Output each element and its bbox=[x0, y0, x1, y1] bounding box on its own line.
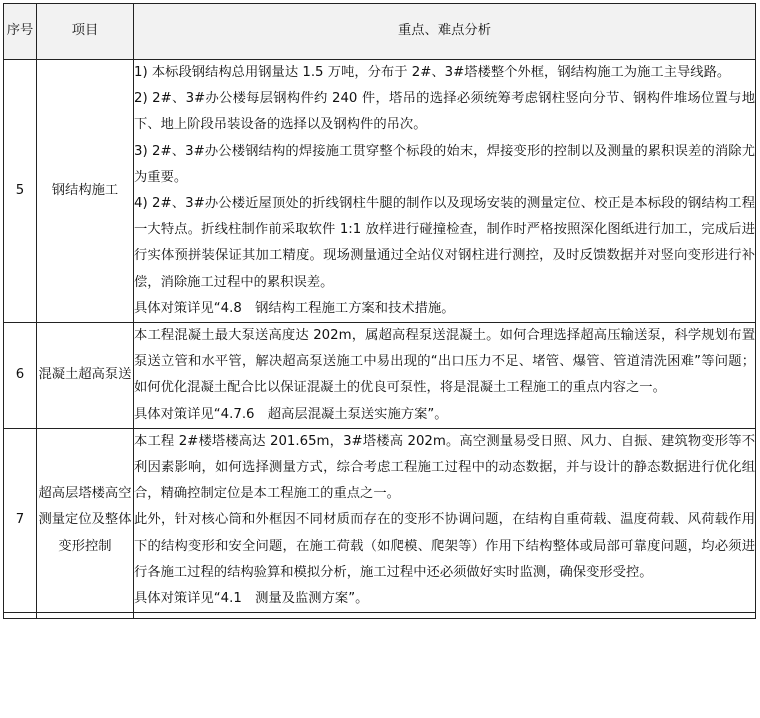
countermeasure-reference: 具体对策详见“4.8 钢结构工程施工方案和技术措施。 bbox=[134, 300, 455, 316]
table-row-7 bbox=[4, 428, 756, 612]
analysis-paragraph: 3) 2#、3#办公楼钢结构的焊接施工贯穿整个标段的始末，焊接变形的控制以及测量的累积误差的消除尤为重要。 bbox=[134, 143, 755, 185]
row-number: 6 bbox=[4, 323, 37, 429]
continuation-cell bbox=[134, 613, 756, 619]
analysis-paragraph: 此外，针对核心筒和外框因不同材质而存在的变形不协调问题，在结构自重荷载、温度荷载、风荷载作用下的结构变形和安全问题，在施工荷载（如爬模、爬架等）作用下结构整体或局部可靠度问题，均必须进行各施工过程的结构验算和模拟分析，施工过程中还必须做好实时监测，确保变形受控。 bbox=[134, 512, 755, 580]
countermeasure-reference: 具体对策详见“4.7.6 超高层混凝土泵送实施方案”。 bbox=[134, 406, 448, 422]
row-number: 7 bbox=[4, 428, 37, 612]
analysis-paragraph: 4) 2#、3#办公楼近屋顶处的折线钢柱牛腿的制作以及现场安装的测量定位、校正是本标段的钢结构工程一大特点。折线柱制作前采取软件 1:1 放样进行碰撞检查，制作时严格按照深化图纸进行加工，完成后进行实体预拼装保证其加工精度。现场测量通过全站仪对钢柱进行测控，及时反馈数据并对竖向变形进行补偿，消除施工过程中的累积误差。 bbox=[134, 196, 755, 290]
analysis-paragraph: 1) 本标段钢结构总用钢量达 1.5 万吨，分布于 2#、3#塔楼整个外框，钢结构施工为施工主导线路。 bbox=[134, 65, 731, 80]
header-analysis: 重点、难点分析 bbox=[134, 4, 756, 60]
continuation-cell bbox=[4, 613, 37, 619]
table-row-5 bbox=[4, 60, 756, 323]
analysis-paragraph: 本工程混凝土最大泵送高度达 202m，属超高程泵送混凝土。如何合理选择超高压输送泵，科学规划布置泵送立管和水平管，解决超高泵送施工中易出现的“出口压力不足、堵管、爆管、管道清洗困难”等问题；如何优化混凝土配合比以保证混凝土的优良可泵性，将是混凝土工程施工的重点内容之一。 bbox=[134, 328, 755, 396]
analysis-paragraph: 本工程 2#楼塔楼高达 201.65m，3#塔楼高 202m。高空测量易受日照、风力、自振、建筑物变形等不利因素影响，如何选择测量方式，综合考虑工程施工过程中的动态数据，并与设计的静态数据进行优化组合，精确控制定位是本工程施工的重点之一。 bbox=[134, 433, 755, 502]
analysis-table bbox=[3, 3, 756, 619]
analysis-paragraph: 2) 2#、3#办公楼每层钢构件约 240 件，塔吊的选择必须统筹考虑钢柱竖向分节、钢构件堆场位置与地下、地上阶段吊装设备的选择以及钢构件的吊次。 bbox=[134, 91, 755, 133]
row-item: 混凝土超高泵送 bbox=[37, 323, 134, 429]
row-analysis bbox=[134, 60, 756, 323]
countermeasure-reference: 具体对策详见“4.1 测量及监测方案”。 bbox=[134, 591, 369, 607]
row-number: 5 bbox=[4, 60, 37, 323]
row-analysis bbox=[134, 323, 756, 429]
header-item: 项目 bbox=[37, 4, 134, 60]
row-item: 超高层塔楼高空测量定位及整体变形控制 bbox=[37, 428, 134, 612]
table-row-continuation bbox=[4, 613, 756, 619]
continuation-cell bbox=[37, 613, 134, 619]
header-row bbox=[4, 4, 756, 60]
table-row-6 bbox=[4, 323, 756, 429]
header-no: 序号 bbox=[4, 4, 37, 60]
row-analysis bbox=[134, 428, 756, 612]
row-item: 钢结构施工 bbox=[37, 60, 134, 323]
